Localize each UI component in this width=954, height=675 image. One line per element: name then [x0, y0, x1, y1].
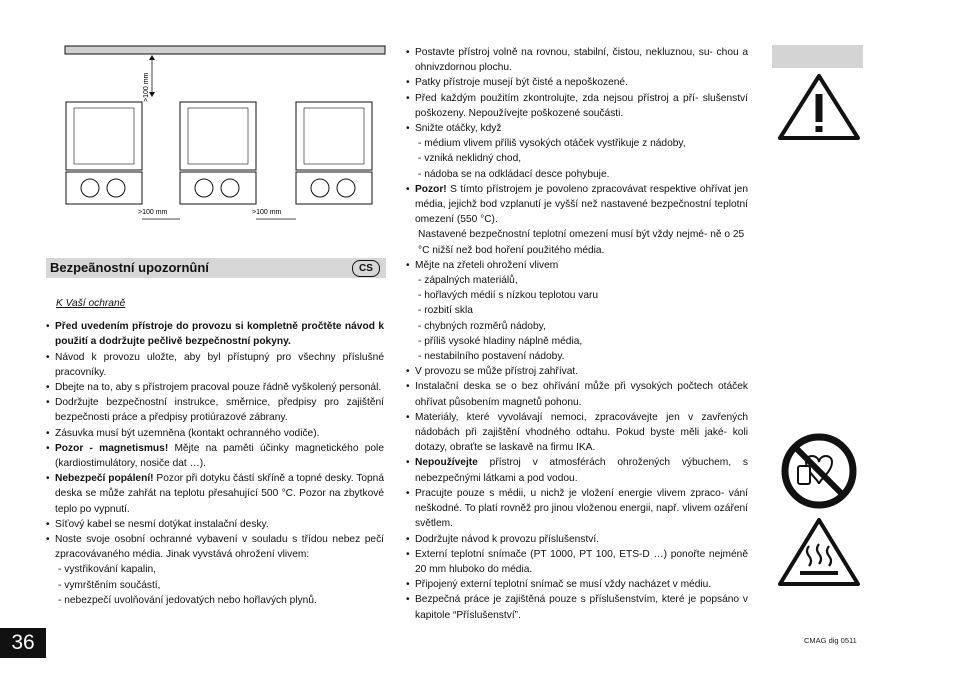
bullet-item	[406, 547, 748, 577]
dash-item	[406, 136, 748, 151]
bullet-item	[406, 592, 748, 622]
item-text: - nebezpečí uvolňování jedovatých nebo hořlavých plynů.	[58, 594, 317, 606]
item-text: Externí teplotní snímače (PT 1000, PT 100, ETS-D …) ponořte nejméně 20 mm hluboko do média.	[415, 548, 748, 575]
right-column	[406, 45, 748, 623]
bullet-item	[46, 471, 384, 517]
item-text: Bezpečná práce je zajištěná pouze s příslušenstvím, které je popsáno v kapitole “Příslušenství”.	[415, 594, 748, 621]
device-right	[296, 102, 372, 204]
left-column	[46, 296, 384, 608]
bullet-item	[406, 379, 748, 409]
bullet-item	[406, 182, 748, 228]
document-code: CMAG dig 0511	[804, 636, 857, 645]
bold-text: Nepoužívejte	[415, 457, 478, 469]
dash-item	[406, 151, 748, 166]
bullet-item	[406, 364, 748, 379]
left-items	[46, 319, 384, 608]
item-text: - zápalných materiálů,	[418, 275, 518, 287]
item-text: Materiály, které vyvolávají nemoci, zpracovávejte jen v zavřených nádobách při zajištění vhodného odtahu. Pokud byste měli jaké- koli dotazy, obraťte se laskavě na firmu IKA.	[415, 411, 748, 454]
bullet-item	[406, 91, 748, 121]
item-text: V provozu se může přístroj zahřívat.	[415, 366, 579, 378]
bullet-item	[406, 410, 748, 456]
bullet-item	[406, 258, 748, 273]
bullet-item	[406, 121, 748, 136]
bullet-item	[46, 532, 384, 562]
item-text: - chybných rozměrů nádoby,	[418, 320, 546, 332]
item-text: přístroj v atmosférách ohrožených výbuchem, s nebezpečnými látkami a pod vodou.	[415, 457, 748, 484]
dash-item	[406, 334, 748, 349]
item-text: Dbejte na to, aby s přístrojem pracoval pouze řádně vyškolený personál.	[55, 382, 382, 394]
bullet-item	[406, 577, 748, 592]
bullet-item	[46, 350, 384, 380]
bullet-item	[406, 45, 748, 75]
dash-item	[46, 562, 384, 577]
item-text: Návod k provozu uložte, aby byl přístupný pro všechny příslušné pracovníky.	[55, 351, 384, 378]
section-title: Bezpeãnostní upozornûní	[50, 260, 209, 275]
hot-surface-icon	[776, 516, 862, 588]
item-text: - rozbití skla	[418, 305, 473, 317]
item-text: Síťový kabel se nesmí dotýkat instalační desky.	[55, 518, 269, 530]
bullet-item	[406, 455, 748, 485]
language-badge: CS	[352, 260, 380, 277]
item-text: - hořlavých médií s nízkou teplotou varu	[418, 290, 599, 302]
dash-item	[406, 288, 748, 303]
bold-text: Pozor - magnetismus!	[55, 442, 169, 454]
dash-item	[406, 349, 748, 364]
subheading: K Vaší ochraně	[56, 298, 126, 309]
bullet-item	[46, 441, 384, 471]
bullet-item	[46, 319, 384, 349]
clearance-diagram	[64, 44, 386, 222]
bullet-item	[406, 75, 748, 90]
bullet-item	[46, 395, 384, 425]
dash-item	[46, 578, 384, 593]
item-text: Snižte otáčky, když	[415, 123, 502, 135]
warning-triangle-icon	[776, 72, 862, 142]
bullet-item	[46, 426, 384, 441]
device-center	[180, 102, 256, 204]
dash-item	[406, 303, 748, 318]
section-header	[46, 258, 386, 278]
right-items	[406, 45, 748, 623]
item-text: Nastavené bezpečnostní teplotní omezení musí být vždy nejmé- ně o 25 °C nižší než bod hoření použitého média.	[418, 229, 745, 256]
item-text: - nádoba se na odkládací desce pohybuje.	[418, 168, 610, 180]
bold-text: Pozor!	[415, 183, 447, 195]
item-text: Instalační deska se o bez ohřívání může při vysokých počtech otáček ohřívat působením magnetů pohonu.	[415, 381, 748, 408]
gap-label-2: >100 mm	[252, 209, 282, 216]
item-text: Připojený externí teplotní snímač se musí vždy nacházet v médiu.	[415, 579, 712, 591]
dash-item	[46, 593, 384, 608]
bullet-item	[406, 486, 748, 532]
item-text: - vymrštěním součástí,	[58, 579, 161, 591]
item-text: Postavte přístroj volně na rovnou, stabilní, čistou, nekluznou, su- chou a ohnivzdornou plochu.	[415, 47, 748, 74]
item-text: Patky přístroje musejí být čisté a nepoškozené.	[415, 77, 628, 89]
item-text: - vystřikování kapalin,	[58, 564, 156, 576]
page-number: 36	[0, 628, 46, 658]
item-text: - příliš vysoké hladiny náplně média,	[418, 335, 583, 347]
item-text: Před každým použitím zkontrolujte, zda nejsou přístroj a pří- slušenství poškozeny. Nepoužívejte poškozené součásti.	[415, 92, 748, 119]
top-clearance-label: >100 mm	[143, 72, 150, 102]
paragraph-item	[406, 227, 748, 257]
dash-item	[406, 273, 748, 288]
item-text: - vzniká neklidný chod,	[418, 153, 522, 165]
item-text: Dodržujte bezpečnostní instrukce, směrnice, předpisy pro zajištění bezpečnosti práce a předpisy protiúrazové zábrany.	[55, 397, 384, 424]
item-text: Dodržujte návod k provozu příslušenství.	[415, 533, 600, 545]
device-left	[66, 102, 142, 204]
dash-item	[406, 167, 748, 182]
item-text: Mějte na zřeteli ohrožení vlivem	[415, 259, 559, 271]
bold-text: Nebezpečí popálení!	[55, 473, 154, 485]
bullet-item	[46, 517, 384, 532]
no-pacemaker-icon	[780, 432, 858, 510]
item-text: Mějte na paměti účinky magnetického pole (kardiostimulátory, nosiče dat …).	[55, 442, 384, 470]
item-text: Noste svoje osobní ochranné vybavení v souladu s třídou nebez pečí zpracovávaného média. Jinak vyvstává ohrožení vlivem:	[55, 534, 384, 561]
bullet-item	[406, 532, 748, 547]
bullet-item	[46, 380, 384, 395]
item-text: - médium vlivem příliš vysokých otáček vystřikuje z nádoby,	[418, 138, 686, 150]
item-text: S tímto přístrojem je povoleno zpracovávat respektive ohřívat jen média, jejichž bod vzplanutí je vyšší než nastavené bezpečnostní teplotní omezení (550 °C).	[415, 183, 748, 226]
gray-box	[772, 45, 863, 68]
item-text: Pozor při dotyku částí skříně a topné desky. Topná deska se může zahřát na teplotu přesahující 500 °C. Pozor na zbytkové teplo po vypnutí.	[55, 473, 384, 515]
bold-text: Před uvedením přístroje do provozu si kompletně pročtěte návod k použití a dodržujte pečlivě bezpečnostní pokyny.	[55, 321, 384, 348]
dash-item	[406, 319, 748, 334]
gap-label-1: >100 mm	[138, 209, 168, 216]
item-text: - nestabilního postavení nádoby.	[418, 351, 565, 363]
item-text: Zásuvka musí být uzemněna (kontakt ochranného vodiče).	[55, 427, 320, 439]
item-text: Pracujte pouze s médii, u nichž je vložení energie vlivem zpraco- vání neškodné. To platí rovněž pro jinou vloženou energii, např. vlivem ozáření světlem.	[415, 487, 748, 530]
